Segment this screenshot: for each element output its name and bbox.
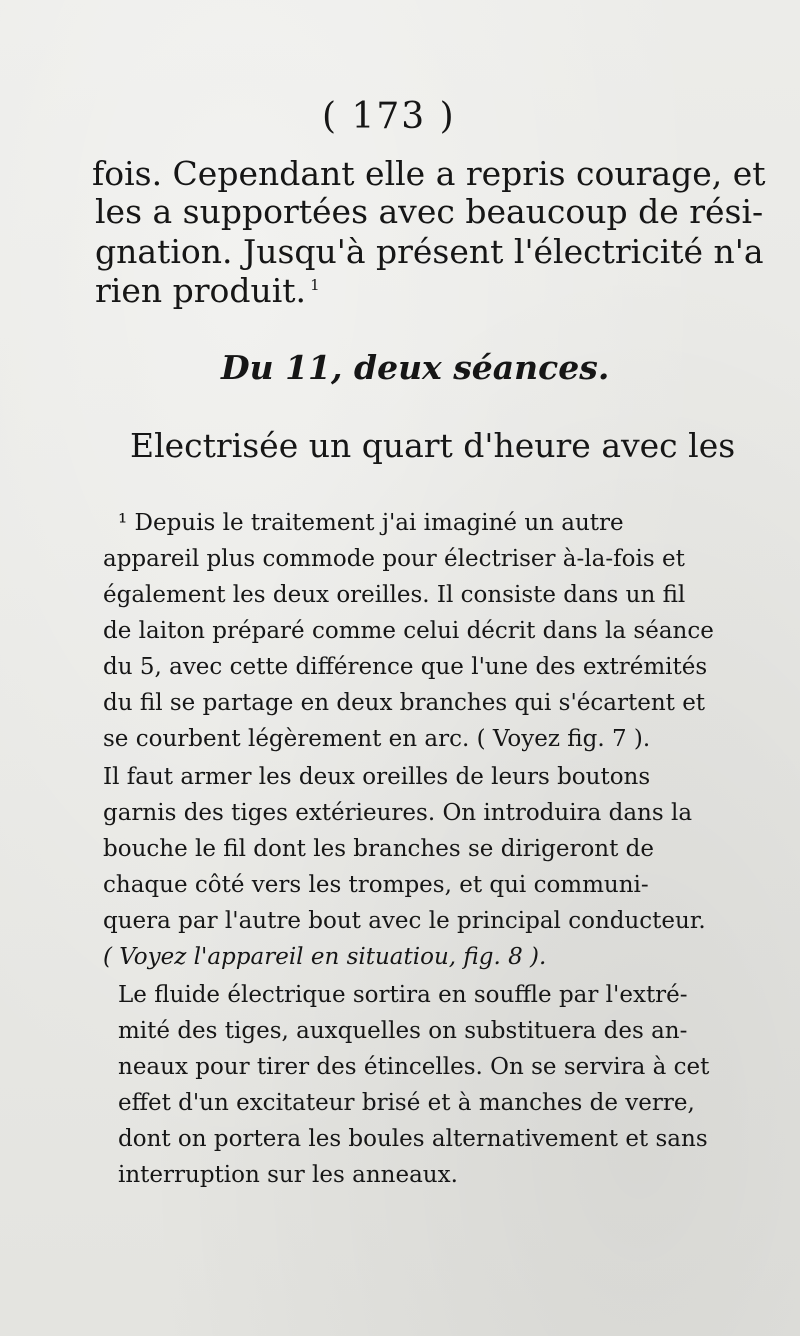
footnote-line-8: Il faut armer les deux oreilles de leurs boutons [103, 764, 651, 790]
footnote-line-2: appareil plus commode pour électriser à-la-fois et [103, 546, 685, 572]
footnote-line-4: de laiton préparé comme celui décrit dans la séance [103, 618, 714, 644]
footnote-line-16: neaux pour tirer des étincelles. On se servira à cet [118, 1054, 710, 1080]
body-line-4 [95, 271, 320, 310]
footnote-line-5: du 5, avec cette différence que l'une des extrémités [103, 654, 708, 680]
footnote-line-6: du fil se partage en deux branches qui s'écartent et [103, 690, 706, 716]
footnote-line-15: mité des tiges, auxquelles on substituera des an- [118, 1018, 688, 1044]
body-line-3: gnation. Jusqu'à présent l'électricité n'a [95, 232, 764, 271]
footnote-line-12: quera par l'autre bout avec le principal conducteur. [103, 908, 706, 934]
footnote-line-7: se courbent légèrement en arc. ( Voyez fig. 7 ). [103, 726, 651, 752]
footnote-line-9: garnis des tiges extérieures. On introduira dans la [103, 800, 693, 826]
body-line-2: les a supportées avec beaucoup de rési- [95, 192, 764, 231]
footnote-reference: 1 [310, 276, 320, 294]
footnote-line-14: Le fluide électrique sortira en souffle par l'extré- [118, 982, 688, 1008]
section-heading: Du 11, deux séances. [221, 348, 610, 387]
body-line-1: fois. Cependant elle a repris courage, et [92, 154, 766, 193]
footnote-line-10: bouche le fil dont les branches se dirigeront de [103, 836, 655, 862]
body-line-4-text: rien produit. [95, 271, 307, 310]
footnote-line-1: ¹ Depuis le traitement j'ai imaginé un autre [118, 510, 624, 536]
footnote-line-11: chaque côté vers les trompes, et qui communi- [103, 872, 649, 898]
footnote-line-17: effet d'un excitateur brisé et à manches de verre, [118, 1090, 695, 1116]
page-number: ( 173 ) [322, 96, 456, 137]
footnote-line-19: interruption sur les anneaux. [118, 1162, 458, 1188]
footnote-line-13: ( Voyez l'appareil en situatiou, fig. 8 ). [103, 944, 547, 970]
footnote-line-18: dont on portera les boules alternativement et sans [118, 1126, 708, 1152]
footnote-line-3: également les deux oreilles. Il consiste dans un fil [103, 582, 686, 608]
paragraph-first-line: Electrisée un quart d'heure avec les [130, 426, 736, 465]
